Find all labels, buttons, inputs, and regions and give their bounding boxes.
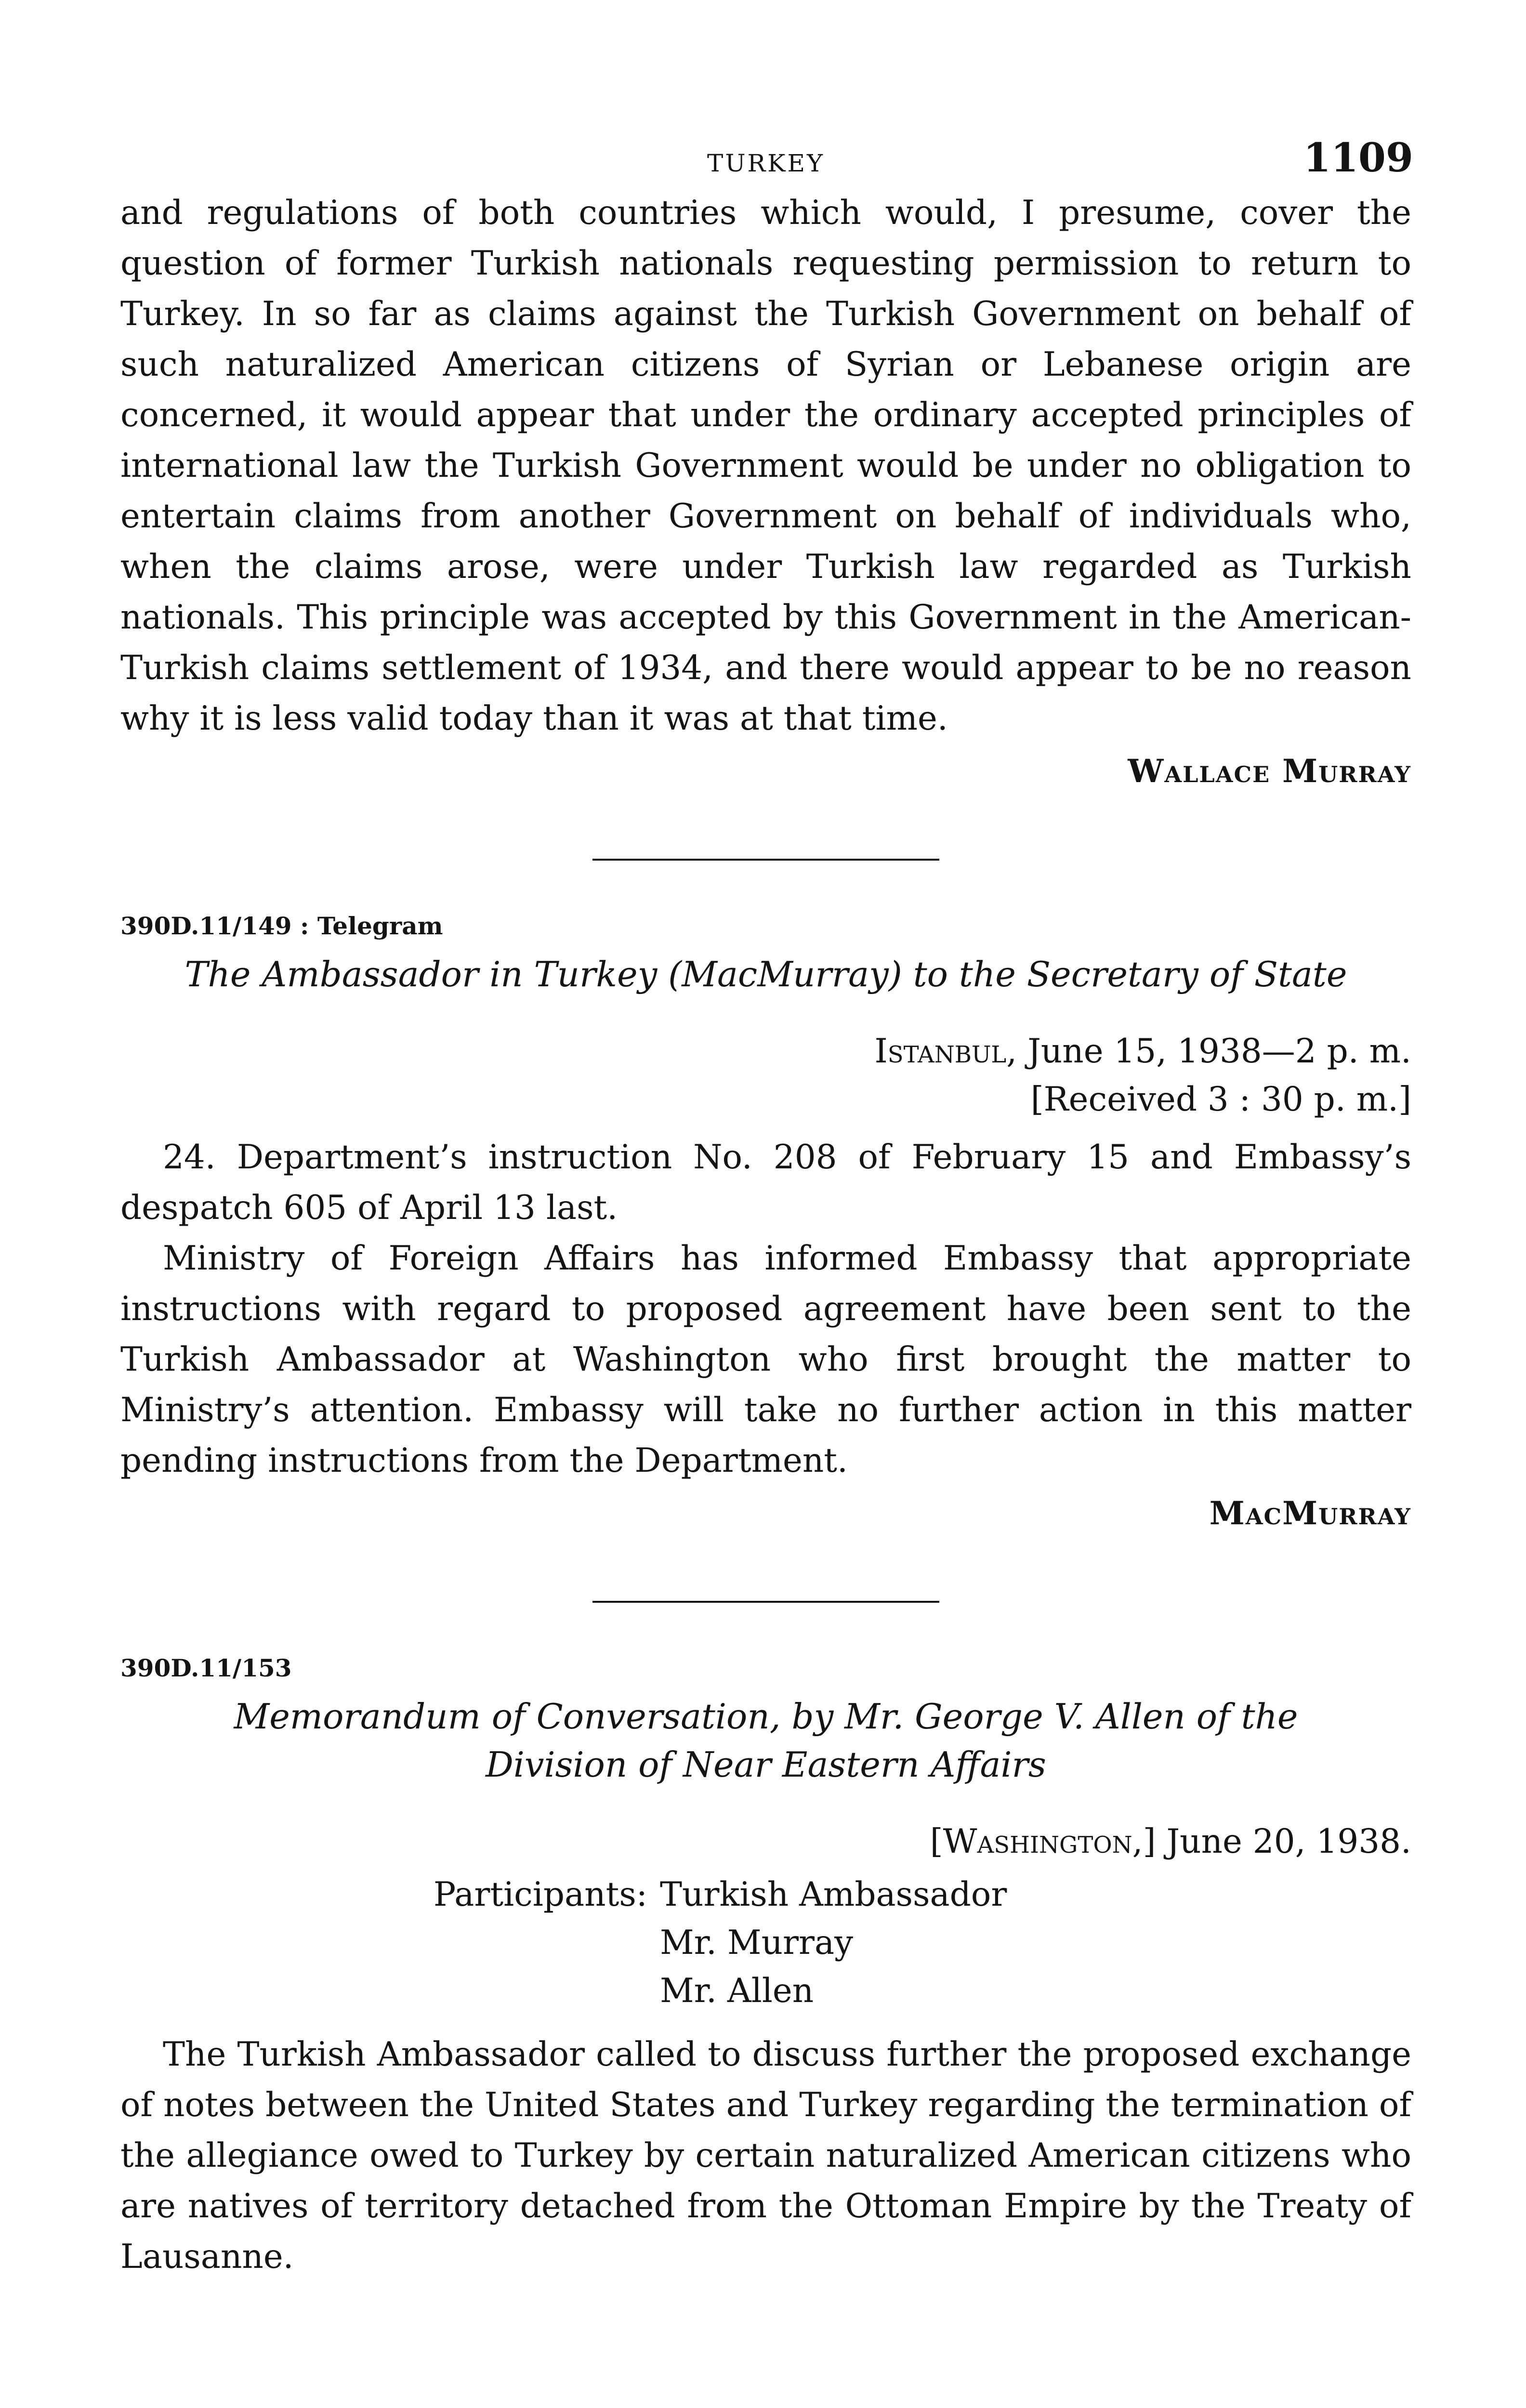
body-paragraph: Ministry of Foreign Affairs has informed Embassy that appropriate instructions with regard to proposed agreement have been sent to the Turkish Ambassador at Washington who first brought the matter to Ministry’s attention. Embassy will take no further action in this matter pending instructions from the Department. xyxy=(120,1239,1411,1480)
dateline-place: Istanbul, xyxy=(874,1032,1017,1071)
section-divider xyxy=(592,1601,939,1603)
macmurray-telegram xyxy=(120,907,1411,1537)
body-paragraph: 24. Department’s instruction No. 208 of February 15 and Embassy’s despatch 605 of April 13 last. xyxy=(120,1138,1411,1227)
body-paragraph: and regulations of both countries which would, I presume, cover the question of former Turkish nationals requesting permission to return to Turkey. In so far as claims against the Turkish Government on behalf of such naturalized American citizens of Syrian or Lebanese origin are concerned, it would appear that under the ordinary accepted principles of international law the Turkish Government would be under no obligation to entertain claims from another Government on behalf of individuals who, when the claims arose, were under Turkish law regarded as Turkish nationals. This principle was accepted by this Government in the American-Turkish claims settlement of 1934, and there would appear to be no reason why it is less valid today than it was at that time. xyxy=(120,194,1411,738)
dateline-date: June 15, 1938—2 p. m. xyxy=(1027,1032,1411,1071)
participants-list xyxy=(660,1871,1007,2015)
file-reference: 390D.11/153 xyxy=(120,1654,292,1682)
participants-label: Participants: xyxy=(433,1875,647,1914)
allen-memorandum xyxy=(120,1649,1411,2282)
dateline-place: [Washington,] xyxy=(930,1822,1156,1861)
document-title: The Ambassador in Turkey (MacMurray) to the Secretary of State xyxy=(184,954,1347,995)
file-reference: 390D.11/149 : Telegram xyxy=(120,912,443,940)
document-page xyxy=(120,135,1411,2282)
participant: Mr. Murray xyxy=(660,1924,854,1962)
participants-block xyxy=(120,1871,1411,2015)
running-head xyxy=(120,135,1411,188)
body-paragraph: The Turkish Ambassador called to discuss further the proposed exchange of notes between the United States and Turkey regarding the termination of the allegiance owed to Turkey by certain naturalized American citizens who are natives of territory detached from the Ottoman Empire by the Treaty of Lausanne. xyxy=(120,2035,1411,2276)
participant: Turkish Ambassador xyxy=(660,1875,1007,1914)
page-number: 1109 xyxy=(1303,135,1413,181)
section-divider xyxy=(592,859,939,861)
received-time: [Received 3 : 30 p. m.] xyxy=(1030,1080,1411,1119)
dateline xyxy=(120,1818,1411,1866)
participant: Mr. Allen xyxy=(660,1972,814,2010)
document-title: Memorandum of Conversation, by Mr. George V. Allen of the Division of Near Eastern Affairs xyxy=(234,1696,1298,1785)
signature: MacMurray xyxy=(1209,1494,1411,1532)
dateline xyxy=(120,1027,1411,1075)
signature: Wallace Murray xyxy=(1128,752,1411,790)
running-title: TURKEY xyxy=(707,149,825,177)
wallace-murray-memo-continuation xyxy=(120,188,1411,795)
dateline-date: June 20, 1938. xyxy=(1166,1822,1411,1861)
